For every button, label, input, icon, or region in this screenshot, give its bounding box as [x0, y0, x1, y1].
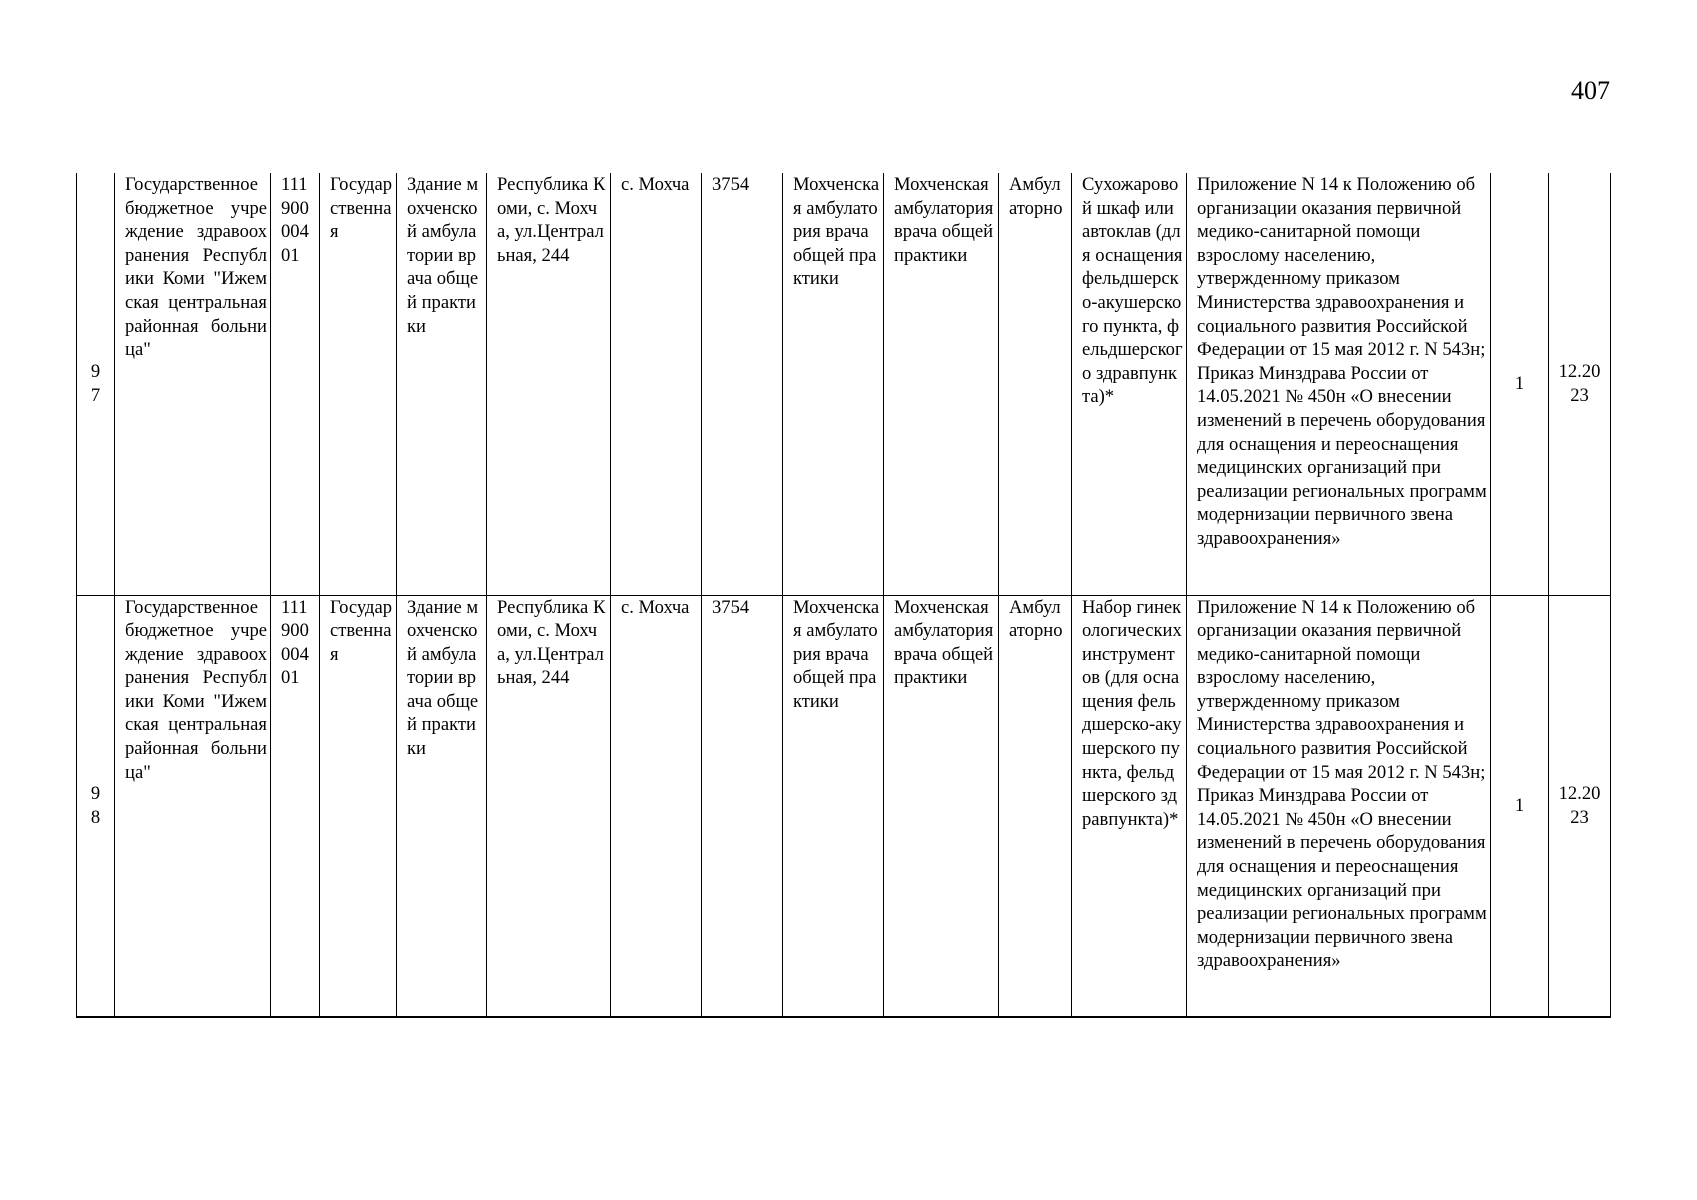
equipment-cell: Сухожаровой шкаф или автоклав (для оснащения фельдшерско-акушерского пункта, фельдшерского здравпункта)*: [1072, 173, 1187, 595]
legal-basis-cell: Приложение N 14 к Положению об организации оказания первичной медико-санитарной помощи взрослому населению, утвержденному приказом Министерства здравоохранения и социального развития Российской Федерации от 15 мая 2012 г. N 543н; Приказ Минздрава России от 14.05.2021 № 450н «О внесении изменений в перечень оборудования для оснащения и переоснащения медицинских организаций при реализации региональных программ модернизации первичного звена здравоохранения»: [1187, 173, 1491, 595]
building-cell: Здание мохченской амбулатории врача общей практики: [397, 173, 487, 595]
code-cell: 11190000401: [271, 173, 320, 595]
care-type-cell: Амбулаторно: [999, 595, 1072, 1017]
care-type-cell: Амбулаторно: [999, 173, 1072, 595]
equipment-cell: Набор гинекологических инструментов (для оснащения фельдшерско-акушерского пункта, фельдшерского здравпункта)*: [1072, 595, 1187, 1017]
facility-cell: Мохченская амбулатория врача общей практики: [783, 173, 884, 595]
population-cell: 3754: [702, 173, 783, 595]
population-cell: 3754: [702, 595, 783, 1017]
settlement-cell: с. Мохча: [611, 173, 702, 595]
page-number: 407: [1571, 76, 1610, 105]
organization-cell: Государственное бюджетное учреждение здравоохранения Республики Коми "Ижемская центральная районная больница": [115, 595, 271, 1017]
table-row: [77, 595, 1611, 1017]
row-number: 9 7: [77, 173, 115, 595]
settlement-cell: с. Мохча: [611, 595, 702, 1017]
organization-cell: Государственное бюджетное учреждение здравоохранения Республики Коми "Ижемская центральная районная больница": [115, 173, 271, 595]
building-cell: Здание мохченской амбулатории врача общей практики: [397, 595, 487, 1017]
quantity-cell: 1: [1491, 173, 1549, 595]
row-number: 9 8: [77, 595, 115, 1017]
address-cell: Республика Коми, с. Мохча, ул.Центральная, 244: [487, 173, 611, 595]
equipment-registry-table: [76, 173, 1611, 1018]
unit-cell: Мохченская амбулатория врача общей практики: [884, 595, 999, 1017]
unit-cell: Мохченская амбулатория врача общей практики: [884, 173, 999, 595]
table-row: [77, 173, 1611, 595]
quantity-cell: 1: [1491, 595, 1549, 1017]
date-cell: 12.2023: [1549, 173, 1611, 595]
date-cell: 12.2023: [1549, 595, 1611, 1017]
address-cell: Республика Коми, с. Мохча, ул.Центральная, 244: [487, 595, 611, 1017]
legal-basis-cell: Приложение N 14 к Положению об организации оказания первичной медико-санитарной помощи взрослому населению, утвержденному приказом Министерства здравоохранения и социального развития Российской Федерации от 15 мая 2012 г. N 543н; Приказ Минздрава России от 14.05.2021 № 450н «О внесении изменений в перечень оборудования для оснащения и переоснащения медицинских организаций при реализации региональных программ модернизации первичного звена здравоохранения»: [1187, 595, 1491, 1017]
facility-cell: Мохченская амбулатория врача общей практики: [783, 595, 884, 1017]
ownership-cell: Государственная: [320, 595, 397, 1017]
ownership-cell: Государственная: [320, 173, 397, 595]
code-cell: 11190000401: [271, 595, 320, 1017]
